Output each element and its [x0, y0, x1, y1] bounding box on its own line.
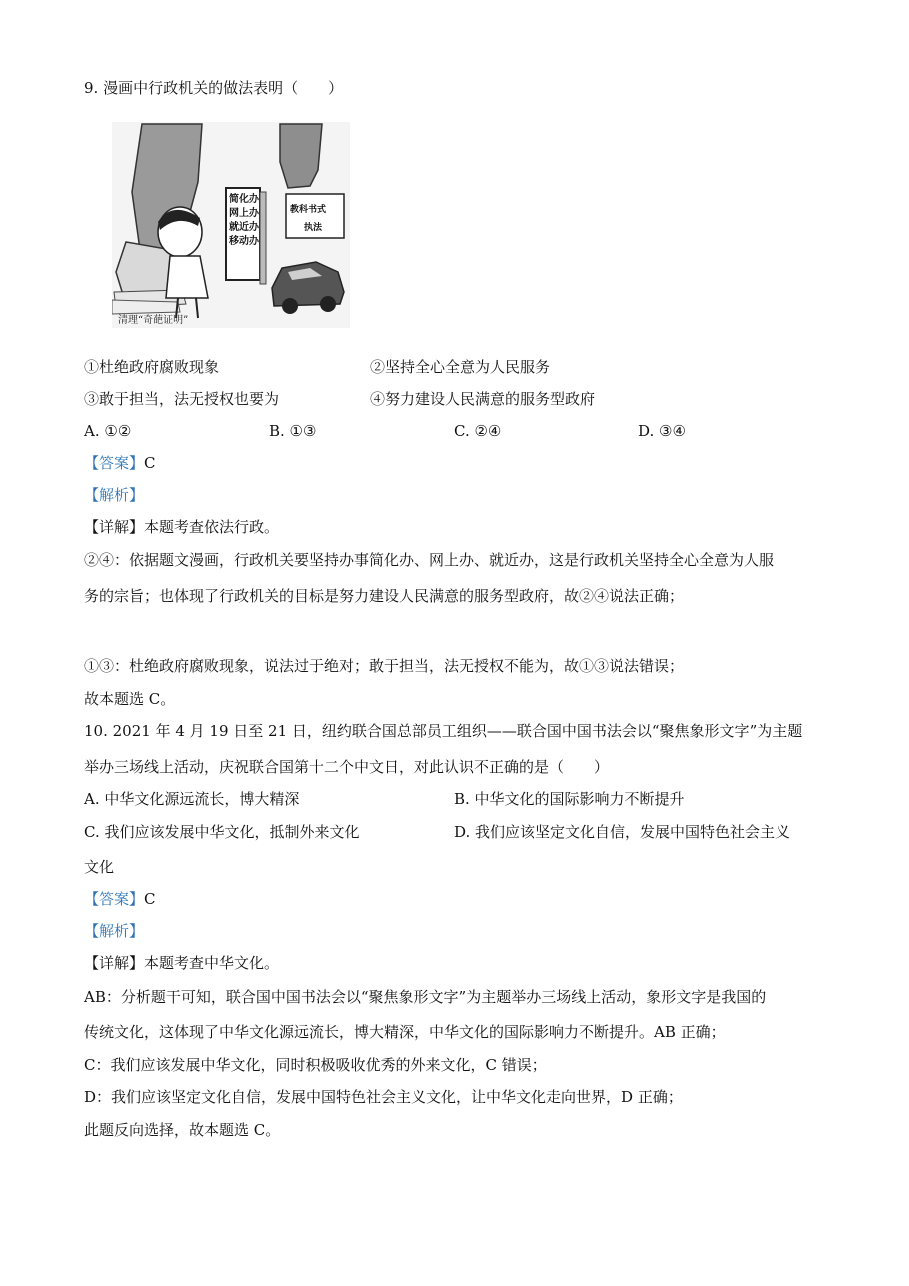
q9-answer [84, 453, 156, 473]
q9-option-3: ③敢于担当，法无授权也要为 [84, 390, 280, 408]
cartoon-tag-line-1: 教科书式 [290, 205, 327, 215]
q10-choice-a: A. 中华文化源远流长，博大精深 [84, 790, 300, 808]
q9-option-4: ④努力建设人民满意的服务型政府 [370, 390, 596, 408]
q10-stem-1: 10. 2021 年 4 月 19 日至 21 日，纽约联合国总部员工组织——联合国中国书法会以“聚焦象形文字”为主题 [84, 722, 803, 740]
q10-choice-b: B. 中华文化的国际影响力不断提升 [454, 790, 685, 808]
q10-choice-d-cont: 文化 [84, 858, 115, 876]
q10-analysis-tag: 【解析】 [84, 922, 145, 940]
q9-choice-a: A. ①② [84, 422, 132, 440]
q9-choice-b: B. ①③ [269, 422, 317, 440]
q10-conclusion: 此题反向选择，故本题选 C。 [84, 1121, 281, 1139]
q9-stem: 9. 漫画中行政机关的做法表明（ ） [84, 79, 344, 97]
cartoon-caption: 清理“奇葩证明” [118, 315, 189, 326]
q10-answer [84, 889, 156, 909]
answer-tag: 【答案】 [84, 454, 145, 472]
q9-choice-d: D. ③④ [638, 422, 686, 440]
q9-option-2: ②坚持全心全意为人民服务 [370, 358, 551, 376]
q9-detail: 【详解】本题考查依法行政。 [84, 518, 280, 536]
cartoon-tag-line-2: 执法 [304, 223, 323, 233]
q9-explanation-2: 务的宗旨；也体现了行政机关的目标是努力建设人民满意的服务型政府，故②④说法正确； [84, 587, 685, 605]
q10-stem-2: 举办三场线上活动，庆祝联合国第十二个中文日，对此认识不正确的是（ ） [84, 758, 610, 776]
q10-detail: 【详解】本题考查中华文化。 [84, 954, 280, 972]
q9-analysis-tag: 【解析】 [84, 486, 145, 504]
q10-choice-d: D. 我们应该坚定文化自信，发展中国特色社会主义 [454, 823, 791, 841]
q9-choice-c: C. ②④ [454, 422, 502, 440]
answer-value: C [144, 454, 156, 472]
q10-explanation-d: D：我们应该坚定文化自信，发展中国特色社会主义文化，让中华文化走向世界，D 正确； [84, 1088, 683, 1106]
q10-choice-c: C. 我们应该发展中华文化，抵制外来文化 [84, 823, 360, 841]
q9-option-1: ①杜绝政府腐败现象 [84, 358, 220, 376]
q10-explanation-ab-1: AB：分析题干可知，联合国中国书法会以“聚焦象形文字”为主题举办三场线上活动，象形文字是我国的 [84, 988, 767, 1006]
answer-value: C [144, 890, 156, 908]
q9-conclusion: 故本题选 C。 [84, 690, 176, 708]
q9-explanation-1: ②④：依据题文漫画，行政机关要坚持办事简化办、网上办、就近办，这是行政机关坚持全心全意为人服 [84, 551, 775, 569]
answer-tag: 【答案】 [84, 890, 145, 908]
cartoon-sign-line-4: 移动办 [229, 236, 259, 247]
cartoon-sign-line-3: 就近办 [229, 222, 259, 233]
cartoon-sign-line-1: 简化办 [229, 194, 259, 205]
q10-explanation-c: C：我们应该发展中华文化，同时积极吸收优秀的外来文化，C 错误； [84, 1056, 547, 1074]
q9-cartoon [112, 122, 350, 328]
q10-explanation-ab-2: 传统文化，这体现了中华文化源远流长，博大精深，中华文化的国际影响力不断提升。AB 正确； [84, 1023, 726, 1041]
cartoon-sign-line-2: 网上办 [229, 208, 259, 219]
q9-explanation-3: ①③：杜绝政府腐败现象，说法过于绝对；敢于担当，法无授权不能为，故①③说法错误； [84, 657, 685, 675]
